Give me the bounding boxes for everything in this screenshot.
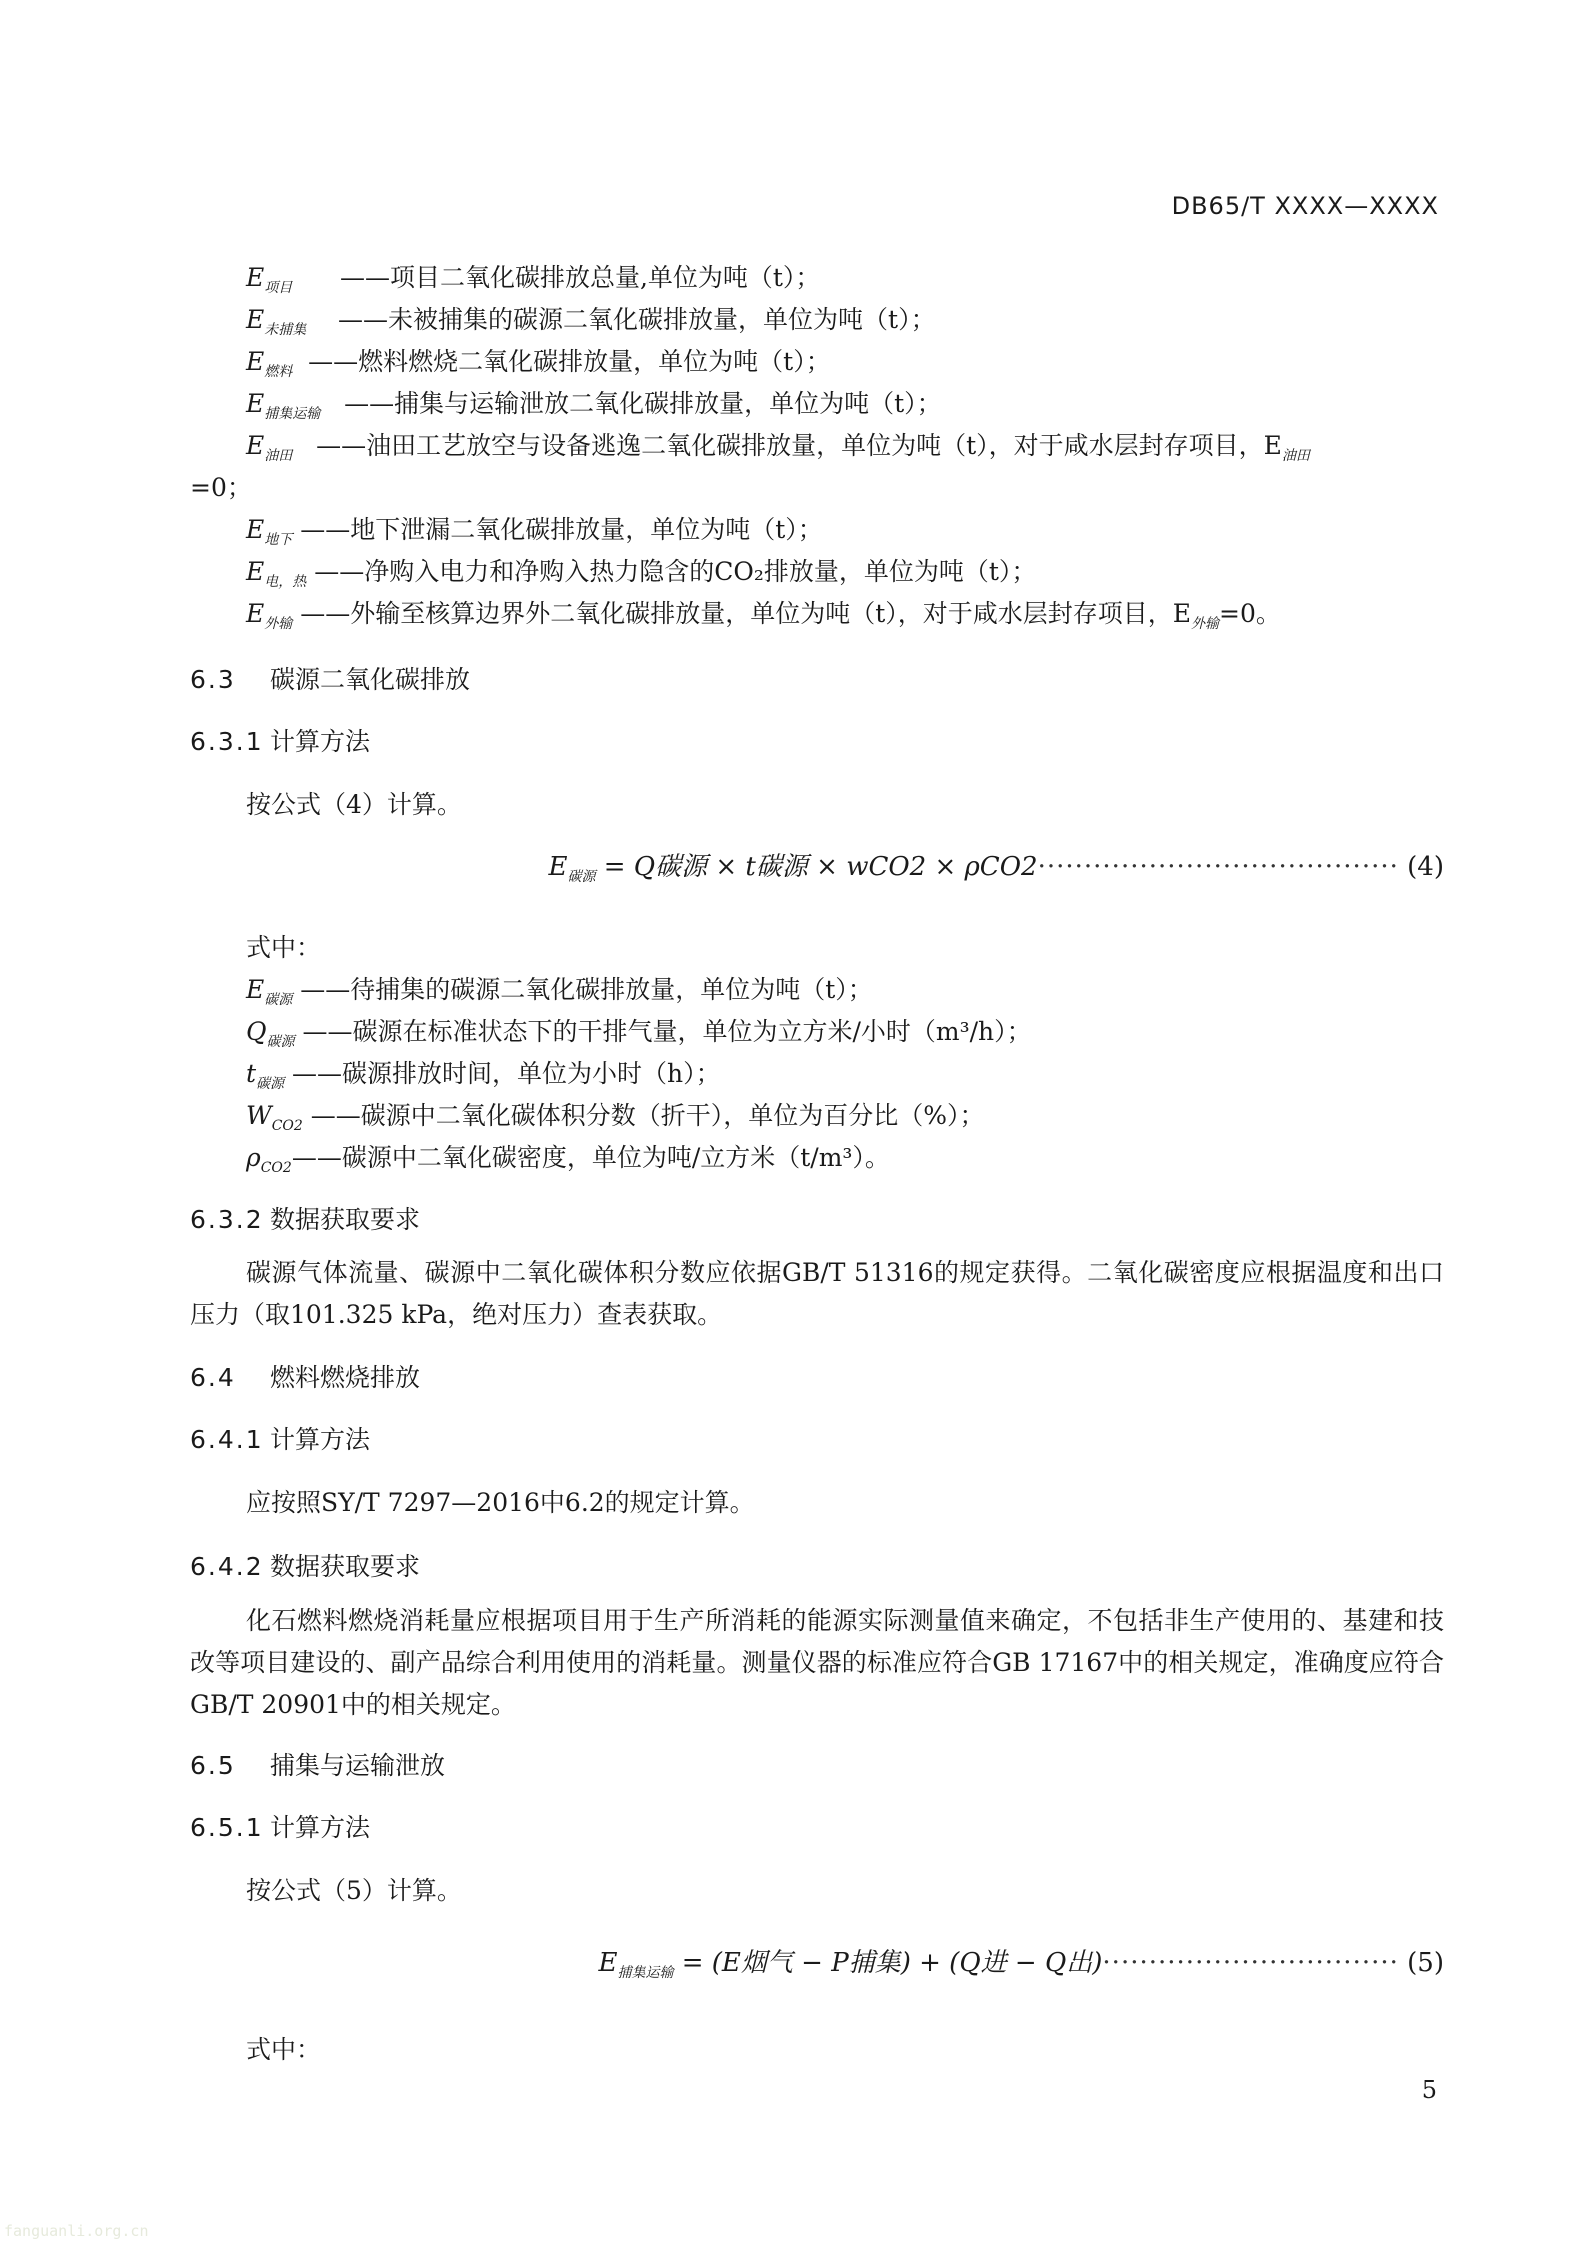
page-number: 5 [1421, 2076, 1437, 2104]
def-e-oilfield: $E_{油田}$ ——油田工艺放空与设备逃逸二氧化碳排放量，单位为吨（t），对于咸水层封存项目，$E_{油田}$ [246, 431, 1310, 464]
def-e-uncaptured: $E_{未捕集}$ ——未被捕集的碳源二氧化碳排放量，单位为吨（t）； [246, 305, 936, 338]
paragraph-6-4-2: 化石燃料燃烧消耗量应根据项目用于生产所消耗的能源实际测量值来确定，不包括非生产使用的、基建和技改等项目建设的、副产品综合利用使用的消耗量。测量仪器的标准应符合GB 17167中的相关规定，准确度应符合GB/T 20901中的相关规定。 [190, 1606, 1444, 1719]
paragraph-6-3-2: 碳源气体流量、碳源中二氧化碳体积分数应依据GB/T 51316的规定获得。二氧化碳密度应根据温度和出口压力（取101.325 kPa，绝对压力）查表获取。 [190, 1258, 1444, 1329]
def-t-carbon-source: $t_{碳源}$ ——碳源排放时间，单位为小时（h）； [246, 1059, 721, 1092]
section-6-5-1-heading: 6.5.1 计算方法 [190, 1813, 371, 1842]
formula-4: $E_{碳源} = Q$碳源 × t碳源 × wCO2 × ρCO2······································· (4) [548, 852, 1444, 885]
def-e-fuel: $E_{燃料}$ ——燃料燃烧二氧化碳排放量，单位为吨（t）； [246, 347, 831, 380]
def-w-co2: $W_{CO2}$ ——碳源中二氧化碳体积分数（折干），单位为百分比（%）； [246, 1101, 985, 1134]
section-6-3-2-heading: 6.3.2 数据获取要求 [190, 1205, 421, 1234]
def-e-project: $E_{项目}$ ——项目二氧化碳排放总量,单位为吨（t）； [246, 263, 821, 296]
formula-5: $E_{捕集运输} = (E$烟气 − P捕集) + (Q进 − Q出)································ (5) [598, 1948, 1444, 1981]
section-6-3-heading: 6.3 碳源二氧化碳排放 [190, 665, 471, 694]
calc-by-formula-4: 按公式（4）计算。 [246, 790, 462, 819]
def-e-oilfield-cont: =0； [190, 473, 252, 502]
def-e-power-heat: $E_{电,热}$ ——净购入电力和净购入热力隐含的CO₂排放量，单位为吨（t）； [246, 557, 1037, 590]
calc-by-formula-5: 按公式（5）计算。 [246, 1876, 462, 1905]
def-e-export: $E_{外输}$ ——外输至核算边界外二氧化碳排放量，单位为吨（t），对于咸水层封存项目，$E_{外输}=0$。 [246, 599, 1281, 632]
where-label: 式中： [246, 933, 322, 962]
def-e-carbon-source: $E_{碳源}$ ——待捕集的碳源二氧化碳排放量，单位为吨（t）； [246, 975, 873, 1008]
section-6-3-1-heading: 6.3.1 计算方法 [190, 727, 371, 756]
section-6-4-1-heading: 6.4.1 计算方法 [190, 1425, 371, 1454]
paragraph-6-4-1: 应按照SY/T 7297—2016中6.2的规定计算。 [246, 1488, 755, 1517]
def-e-capture-transport: $E_{捕集运输}$ ——捕集与运输泄放二氧化碳排放量，单位为吨（t）； [246, 389, 942, 422]
section-6-4-heading: 6.4 燃料燃烧排放 [190, 1363, 421, 1392]
watermark: fanguanli.org.cn [4, 2222, 149, 2240]
where-label-2: 式中： [246, 2035, 322, 2064]
section-6-4-2-heading: 6.4.2 数据获取要求 [190, 1552, 421, 1581]
def-rho-co2: $\rho_{CO2}——$碳源中二氧化碳密度，单位为吨/立方米（t/m³）。 [246, 1143, 890, 1176]
section-6-5-heading: 6.5 捕集与运输泄放 [190, 1751, 446, 1780]
def-q-carbon-source: $Q_{碳源}$ ——碳源在标准状态下的干排气量，单位为立方米/小时（m³/h）； [246, 1017, 1032, 1050]
def-e-underground: $E_{地下}$ ——地下泄漏二氧化碳排放量，单位为吨（t）； [246, 515, 823, 548]
document-code-header: DB65/T XXXX—XXXX [1171, 192, 1439, 220]
